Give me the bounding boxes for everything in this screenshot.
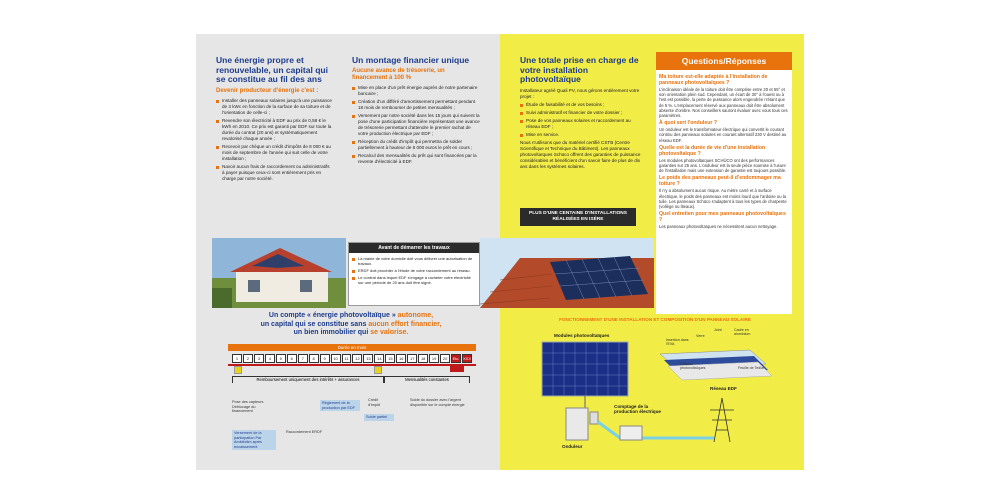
qa-question: Le poids des panneaux peut-il d'endommager ma toiture ?: [659, 175, 781, 188]
travaux-box: [348, 242, 480, 306]
ann-versement: Versement de la participation Par Ambiéclim après encaissement: [232, 430, 276, 450]
month-cell: 11: [342, 354, 352, 363]
finance-title: Un montage financier unique: [352, 55, 470, 65]
feuille-label: Feuille de Tedlar: [738, 366, 765, 370]
insertion-label: Insertion dans l'EVA: [666, 338, 689, 347]
timeline-title: [216, 312, 486, 338]
month-cell: 19: [429, 354, 439, 363]
qa-answer: Les modules photovoltaïques SCHÜCO ont des performances garanties sur 25 ans. L'onduleur est la seule pièce soumise à l'usure de l'installation mais une extension de garantie est toujours possible.: [659, 157, 787, 174]
title-part: se valorise.: [370, 329, 409, 336]
installations-callout: PLUS D'UNE CENTAINE D'INSTALLATIONS RÉALISÉES EN ISÈRE: [520, 208, 636, 226]
list-item: Le contrat dans lequel EDF s'engage à racheter votre électricité sur une période de 20 ans doit être signé.: [352, 275, 476, 285]
cadre-label: Cadre en aluminium: [734, 328, 751, 337]
finance-column: [352, 56, 480, 167]
ann-solde: Solde partiel: [364, 414, 394, 421]
list-item: Revendre son électricité à EDF au prix de 0,58 € le kWh en 2010. Ce prix est garanti par EDF sur toute la durée du contrat (20 ans) et systématiquement revalorisé chaque année ;: [216, 118, 332, 142]
month-cell: 3: [254, 354, 264, 363]
diagram-title: FONCTIONNEMENT D'UNE INSTALLATION ET COMPOSITION D'UN PANNEAU SOLAIRE: [559, 317, 751, 322]
list-item: Recevoir par chèque un crédit d'impôts de 8 000 € au mois de septembre de l'année qui suit celle de votre installation ;: [216, 144, 332, 162]
month-cell: 6: [287, 354, 297, 363]
phase-2: Mensualités constantes: [384, 376, 470, 383]
month-cell: 9: [320, 354, 330, 363]
qa-answer: Un onduleur est le transformateur électrique qui convertit le courant continu des panneaux solaires en courant alternatif 230 V destiné au réseau EDF.: [659, 127, 787, 143]
timeline-axis: [228, 364, 476, 366]
list-item: Réception du crédit d'impôt qui permettra de solder partiellement à hauteur de 8 000 euros le prêt en cours ;: [352, 139, 480, 151]
marker: [374, 366, 382, 374]
travaux-banner: Avant de démarrer les travaux: [349, 243, 479, 253]
list-item: Recalcul des mensualités du prêt qui sont financées par la revente d'électricité à EDF.: [352, 153, 480, 165]
verre-label: Verre: [696, 334, 705, 338]
energy-column: [216, 56, 332, 184]
ann-solde-dossier: Solde du dossier avec l'argent disponible sur le compte énergie: [410, 398, 465, 407]
list-item: Création d'un différé d'amortissement permettant pendant 18 mois de rembourser de petites mensualités ;: [352, 99, 480, 111]
panel-layers-icon: [660, 350, 772, 380]
qa-question: Ma toiture est-elle adaptée à l'installation de panneaux photovoltaïques ?: [659, 74, 768, 86]
modules-label: Modules photovoltaïques: [554, 333, 610, 338]
ann-reglement: Règlement de la production par EDF: [320, 400, 360, 411]
energy-subtitle: Devenir producteur d'énergie c'est :: [216, 87, 319, 94]
list-item: La mairie de votre domicile doit vous délivrer une autorisation de travaux.: [352, 256, 476, 266]
month-cell: XXX: [463, 356, 472, 361]
support-paragraph: Nous n'utilisons que du matériel certifié CSTB (Centre Scientifique et Technique du Bâtiment). Les panneaux photovoltaïques Schüco offrent des garanties de puissance considérables et bénéficient d'un savoir faire de plus de dix ans dans les systèmes solaires.: [520, 139, 641, 169]
qa-answer: Il n'y a absolument aucun risque. Au mètre carré et à surface électrique, le poids des panneaux est moins lourd que l'ardoise ou la tuile. Les panneaux Schüco s'adaptent à tous les types de charpente (voliège ou liteaux).: [659, 188, 787, 210]
finance-bullets: [352, 85, 480, 165]
ann-credit: Crédit d'impôt: [368, 398, 381, 407]
support-intro: Installateur agréé Quali PV, nous gérons entièrement votre projet :: [520, 87, 640, 99]
title-part: autonome,: [397, 312, 434, 319]
month-cell: 2: [243, 354, 253, 363]
months-row: [232, 354, 472, 363]
support-title: Une totale prise en charge de votre installation photovoltaïque: [520, 55, 639, 84]
travaux-bullets: [349, 253, 479, 285]
month-cell: Etc.: [452, 356, 460, 361]
qa-answer: Les panneaux photovoltaïques ne nécessitent aucun nettoyage.: [659, 224, 778, 230]
qa-question: Quelle est la durée de vie d'une installation photovoltaïque ?: [659, 144, 766, 157]
energy-bullets: [216, 98, 332, 182]
list-item: Étude de faisabilité et de vos besoins ;: [520, 102, 644, 108]
support-bullets: [520, 102, 644, 138]
reseau-label: Réseau EDF: [710, 386, 737, 391]
qa-question: À quoi sert l'onduleur ?: [659, 120, 718, 127]
onduleur-label: Onduleur: [562, 444, 583, 449]
title-part: Un compte « énergie photovoltaïque »: [268, 312, 398, 319]
qa-question: Quel entretien pour mes panneaux photovoltaïques ?: [659, 211, 786, 224]
roof-photo: [480, 238, 654, 308]
month-cell: 13: [363, 354, 373, 363]
cellules-label: Cellules photovoltaïques: [680, 362, 706, 371]
list-item: Mise en place d'un prêt énergie auprès de notre partenaire bancaire ;: [352, 85, 480, 97]
ann-pose: Pose des capteurs Déblocage du financement: [232, 400, 264, 414]
month-cell: 4: [265, 354, 275, 363]
list-item: Versement par notre société dans les 15 jours qui suivent la pose d'une participation financière représentant une avance de trésorerie permettant d'attendre le premier rachat de votre production électrique par EDF ;: [352, 113, 480, 137]
title-part: un capital qui se constitue sans: [260, 320, 369, 328]
qa-box: [656, 52, 792, 314]
month-cell: 10: [331, 354, 341, 363]
pylon-icon: [710, 398, 734, 442]
installation-diagram: [500, 326, 804, 470]
support-column: [520, 56, 644, 170]
list-item: Installer des panneaux solaires jusqu'à une puissance de 3 kWc en fonction de la surface de sa toiture et de l'orientation de celle-ci ;: [216, 98, 332, 116]
title-part: un bien immobilier qui: [293, 329, 371, 336]
list-item: Suivi administratif et financier de votre dossier ;: [520, 110, 644, 116]
inverter-icon: [566, 408, 588, 440]
list-item: Navoir aucun frais de raccordement ou administratifs à payer puisque ceux-ci sont entièrement pris en charge par notre société.: [216, 164, 332, 182]
ann-raccord: Raccordement ERDF: [286, 430, 323, 434]
timeline: [228, 342, 476, 392]
month-cell: 16: [396, 354, 406, 363]
qa-list: [656, 70, 792, 232]
finance-subtitle: Aucune avance de trésorerie, un financement à 100 %: [352, 67, 445, 81]
energy-title: Une énergie propre et renouvelable, un capital qui se constitue au fil des ans: [216, 55, 328, 84]
month-cell: 15: [385, 354, 395, 363]
list-item: ERDF doit procéder à l'étude de votre raccordement au réseau.: [352, 268, 476, 273]
solar-panel-icon: [542, 342, 628, 396]
qa-answer: L'inclinaison idéale de la toiture doit être comprise entre 20 et 55° et son orientation plein sud. Cependant, un écart de 30° à l'ouest ou à l'est est possible, la perte de puissance alors engendrée n'étant que de 5 %. L'emplacement réservé aux panneaux doit être absolument absente d'ombre. Nos conseillers sauront évaluer avec vous tous ces paramètres.: [659, 87, 788, 119]
duration-label: Durée en mois: [228, 344, 476, 351]
marker: [450, 366, 464, 372]
month-cell: 14: [374, 354, 384, 363]
month-cell: 8: [309, 354, 319, 363]
marker: [234, 366, 242, 374]
list-item: Pose de vos panneaux solaires et raccordement au réseau EDF ;: [520, 118, 644, 130]
title-part: aucun effort financier,: [368, 320, 442, 328]
month-cell: 18: [418, 354, 428, 363]
qa-header: Questions/Réponses: [656, 52, 792, 70]
month-cell: 12: [352, 354, 362, 363]
month-cell: 7: [298, 354, 308, 363]
month-cell: 5: [276, 354, 286, 363]
month-cell: 17: [407, 354, 417, 363]
month-cell: 20: [440, 354, 450, 363]
phase-1: Remboursement uniquement des intérêts + assurances: [232, 376, 384, 383]
meter-icon: [620, 426, 642, 440]
comptage-label: Comptage de la production électrique: [614, 404, 661, 415]
house-photo: [212, 238, 346, 308]
month-cell: 1: [232, 354, 242, 363]
list-item: Mise en service.: [520, 132, 644, 138]
joint-label: Joint: [714, 328, 722, 332]
